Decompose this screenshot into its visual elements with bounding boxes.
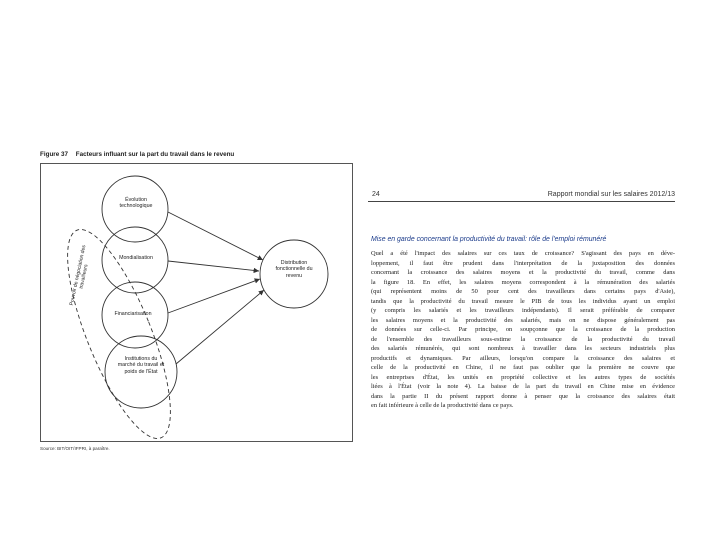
label-evolution: Évolution technologique (119, 197, 153, 210)
box-line: les salaires moyens et la productivité des salariés, mais on ne dispose généralement pas (371, 316, 675, 324)
box-line: productifs et dynamiques. Par ailleurs, lorsqu'on compare la croissance des salaires et (371, 354, 675, 362)
label-financiarisation: Financiarisation (114, 311, 152, 317)
box-line: liées à l'État (voir la note 4). La baisse de la part du travail en Chine mise en évidence (371, 383, 675, 390)
running-head: Rapport mondial sur les salaires 2012/13 (547, 191, 675, 198)
arrow-institutions (176, 290, 264, 364)
box-body (371, 249, 675, 411)
box-line: en fait inférieure à celle de la productivité dans ce pays. (371, 402, 514, 409)
diagram-graphics (41, 164, 352, 441)
arrow-mondialisation (168, 261, 259, 271)
page-number: 24 (372, 191, 380, 198)
box-line: des salariés rémunérés, qui sont nombreux à travailler dans les secteurs industriels plus (371, 345, 675, 352)
bargaining-power-ellipse (47, 218, 190, 441)
box-title: Mise en garde concernant la productivité du travail: rôle de l'emploi rémunéré (371, 236, 607, 243)
figure-title: Facteurs influant sur la part du travail dans le revenu (75, 151, 235, 158)
label-mondialisation: Mondialisation (119, 255, 153, 261)
box-line: concernant la croissance des salaires moyens et la productivité du travail, comme dans (371, 269, 675, 276)
arrow-financiarisation (168, 279, 260, 313)
box-line: loppement, il faut être prudent dans l'interprétation de la juxtaposition des données (371, 259, 675, 267)
box-line: celle de la productivité en Chine, il ne faut pas oublier que la première ne couvre que (371, 364, 675, 371)
box-line: la figure 18. En effet, les salaires moyens correspondent à la rémunération des salariés (371, 278, 675, 286)
box-line: tandis que la productivité du travail mesure le PIB de tous les individus ayant un emploi (371, 297, 675, 305)
box-line: de données sur celle-ci. Par principe, on soupçonne que la croissance de la production (371, 326, 675, 333)
box-line: de l'ensemble des travailleurs sous-estime la croissance de la productivité du travail (371, 335, 675, 343)
figure-diagram (40, 163, 353, 442)
header-rule (368, 201, 675, 202)
figure-source: Source: BIT/OIT/IFPRI, à paraître. (40, 446, 110, 451)
box-line: dans la partie II du présent rapport donne à penser que la croissance des salaires était (371, 392, 675, 400)
label-institutions: Institutions du marché du travail et poids de l'État (117, 356, 165, 375)
box-line: Quel a été l'impact des salaires sur ces taux de croissance? S'agissant des pays en déve- (371, 250, 675, 257)
figure-caption (40, 151, 360, 158)
figure-number: Figure 37 (40, 151, 68, 158)
box-line: (qui représentent moins de 50 pour cent des travailleurs dans certains pays d'Asie), (371, 288, 675, 295)
label-distribution: Distribution fonctionnelle du revenu (275, 260, 313, 279)
label-bargaining-power: Pouvoir de négociation des travailleurs (68, 244, 90, 307)
box-line: les entreprises d'État, les unités en propriété collective et les autres types de sociétés (371, 373, 675, 381)
box-line: (y compris les salariés et les travailleurs indépendants). Il serait préférable de comparer (371, 307, 675, 314)
arrow-evolution (168, 212, 263, 260)
